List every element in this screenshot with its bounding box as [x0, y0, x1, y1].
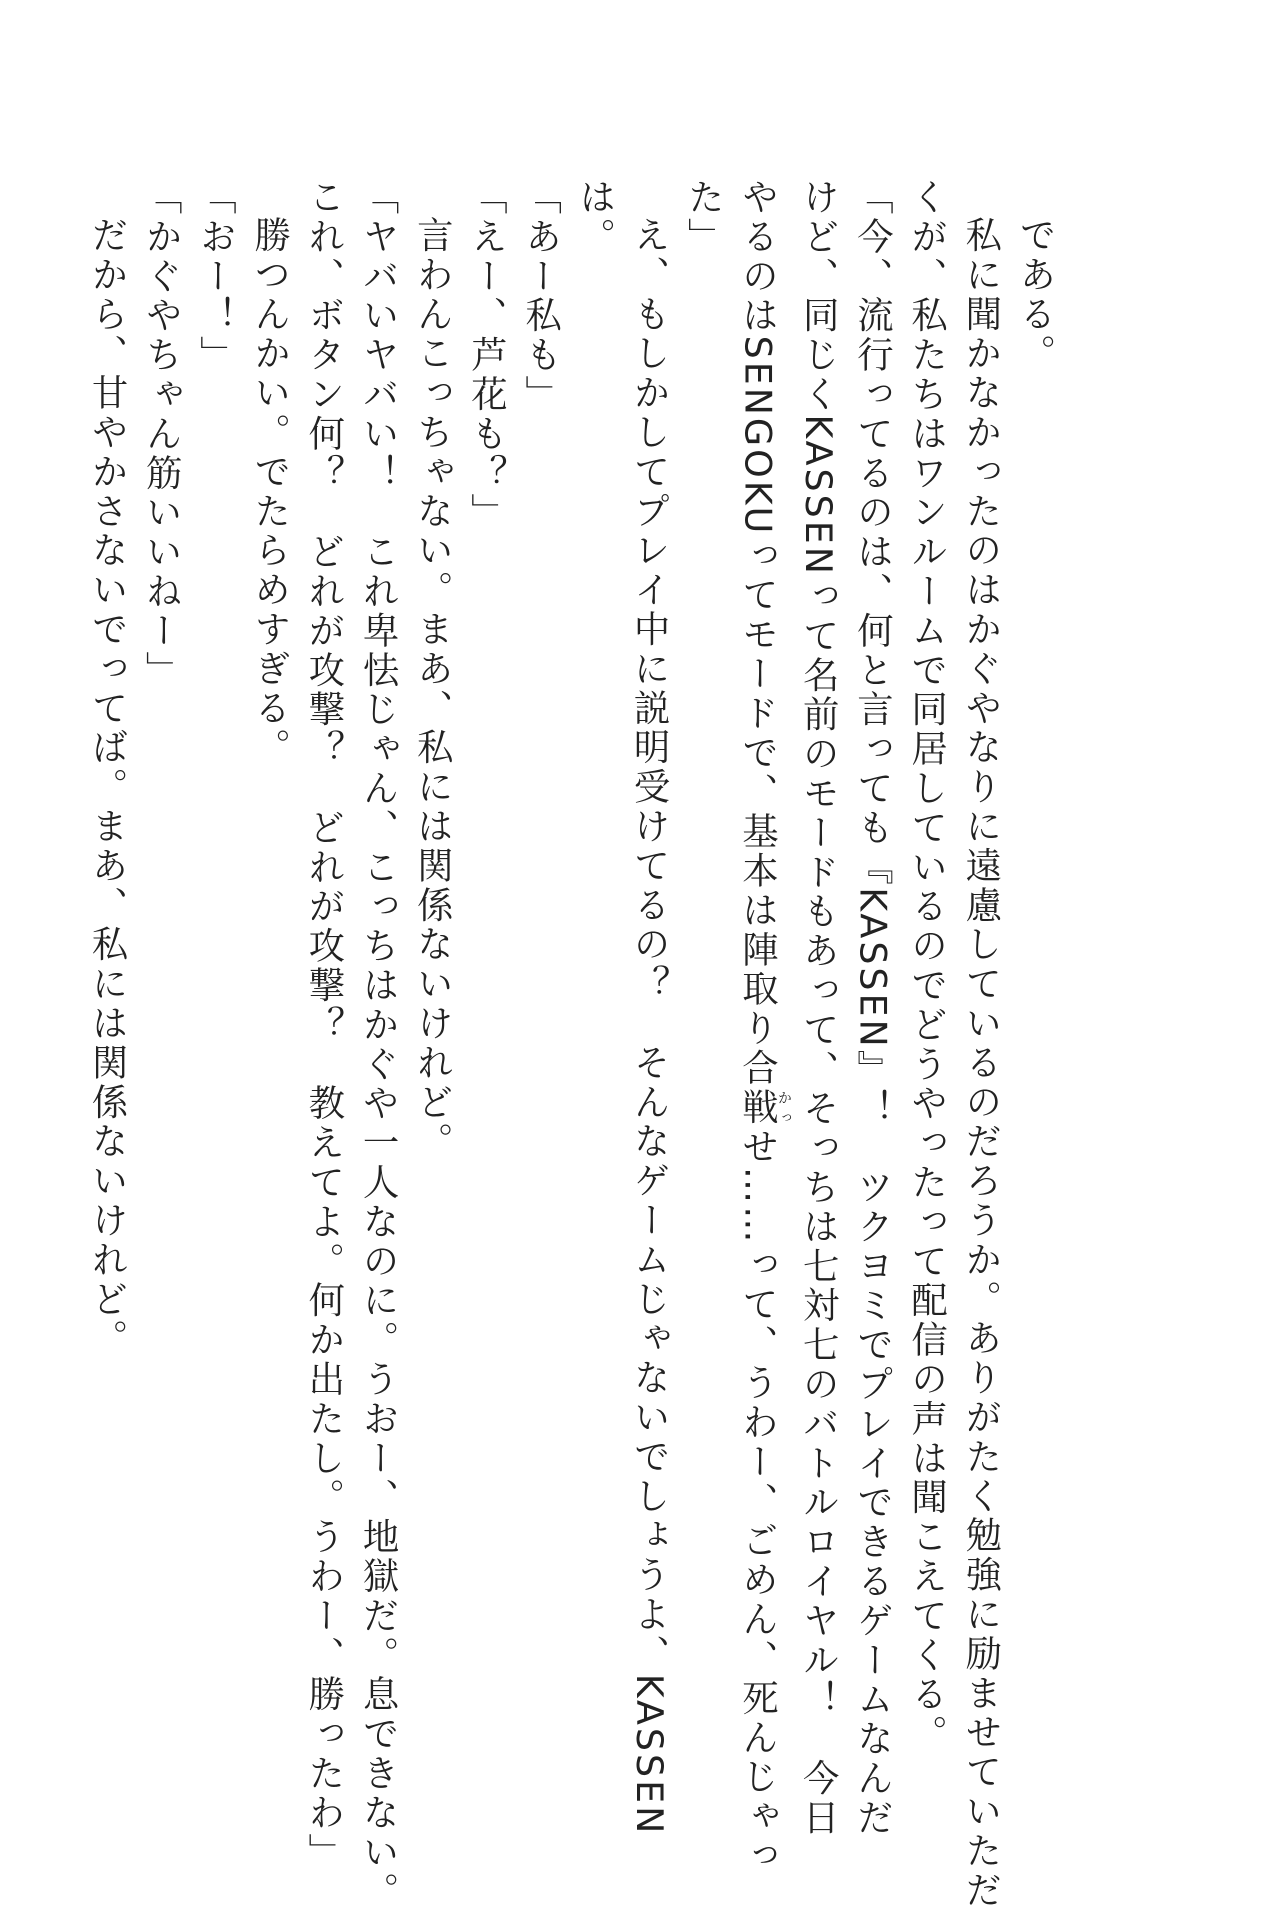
ruby-base: 戦	[736, 1087, 780, 1128]
text-line: だから、甘やかさないでってば。まあ、私には関係ないけれど。	[86, 216, 130, 1359]
text-line: くが、私たちはワンルームで同居しているのでどうやったって配信の声は聞こえてくる。	[905, 178, 949, 1754]
text-line: え、もしかしてプレイ中に説明受けてるの？ そんなゲームじゃないでしょうよ、KASSEN	[628, 216, 672, 1837]
ruby-annotation	[736, 1087, 792, 1128]
text-line: けど、同じくKASSENって名前のモードもあって、そっちは七対七のバトルロイヤル！ 今日	[797, 178, 841, 1838]
text-line: 「ヤバいヤバい！ これ卑怯じゃん、こっちはかぐや一人なのに。うおー、地獄だ。息できない。	[357, 178, 401, 1912]
text-line: た」	[682, 178, 726, 257]
text-line: である。	[1014, 216, 1057, 374]
text-line: 「あー私も」	[519, 178, 563, 415]
vertical-text-body	[86, 178, 1062, 1912]
text-line: これ、ボタン何？ どれが攻撃？ どれが攻撃？ 教えてよ。何か出たし。うわー、勝ったわ」	[302, 178, 346, 1873]
text-line: 「かぐやちゃん筋いいねー」	[140, 178, 184, 691]
text-line: 「えー、芦花も？」	[465, 178, 509, 533]
text-line: 「おー！」	[194, 178, 238, 375]
text-line: 私に聞かなかったのはかぐやなりに遠慮しているのだろうか。ありがたく勉強に励ませていただ	[959, 216, 1003, 1911]
text-line-with-ruby	[730, 178, 792, 1876]
text-line: は。	[573, 178, 617, 257]
text-segment: せ……って、うわー、ごめん、死んじゃっ	[736, 1127, 780, 1876]
text-segment: やるのはSENGOKUってモードで、基本は陣取り合	[736, 178, 780, 1088]
text-line: 言わんこっちゃない。まあ、私には関係ないけれど。	[411, 216, 455, 1162]
text-line: 勝つんかい。でたらめすぎる。	[248, 216, 292, 768]
ruby-reading: かっ	[775, 1087, 792, 1128]
text-line: 「今、流行ってるのは、何と言っても『KASSEN』！ ツクヨミでプレイできるゲームなんだ	[851, 178, 895, 1838]
